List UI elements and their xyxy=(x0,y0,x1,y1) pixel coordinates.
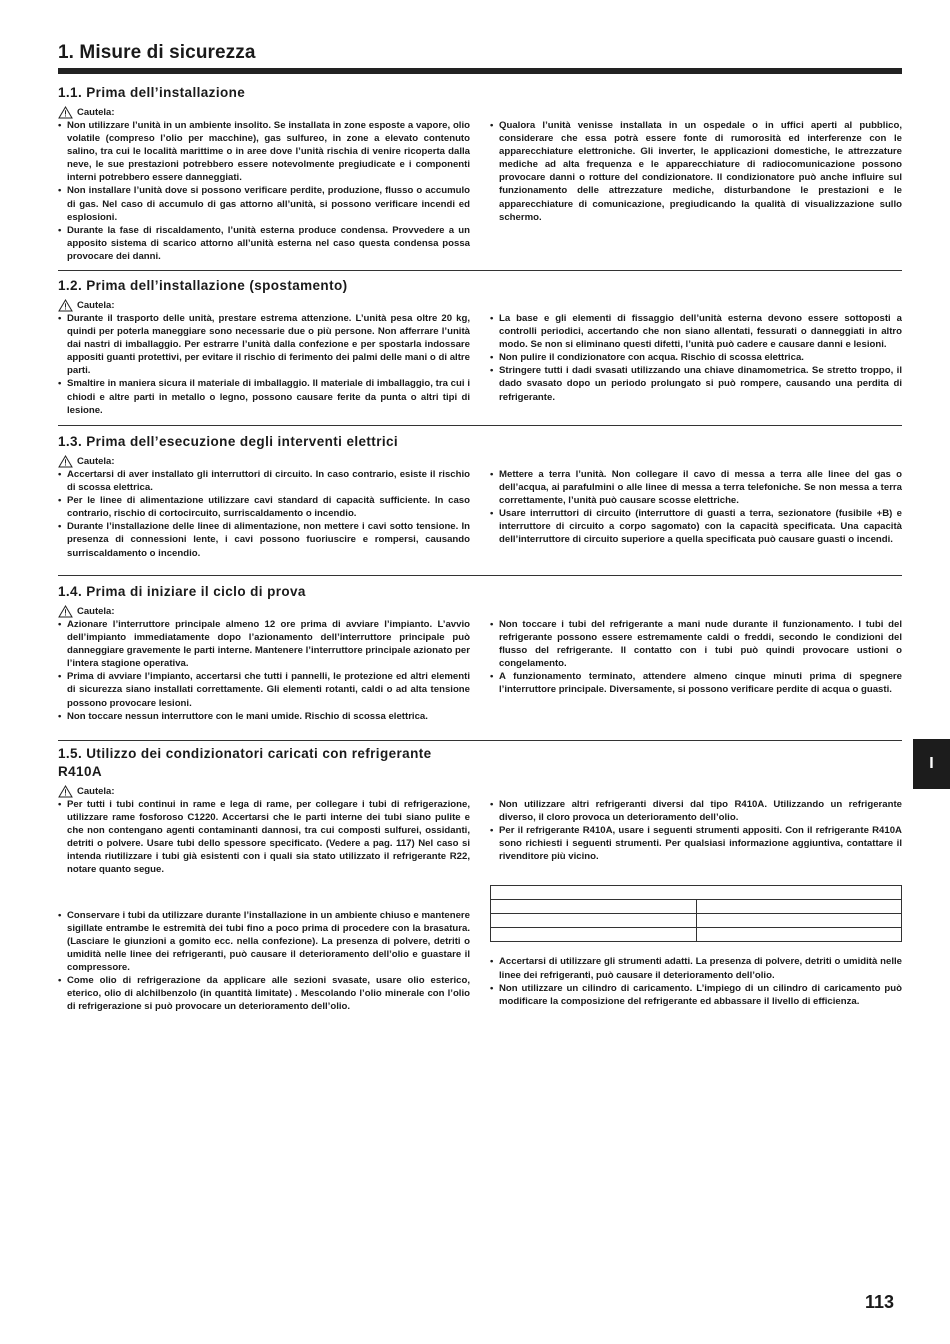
section-before-installation-relocation xyxy=(58,277,902,417)
bullet-item: • Per tutti i tubi continui in rame e lega di rame, per collegare i tubi di refrigerazione, utilizzare rame fosforoso C1220. Accertarsi che le parti interne dei tubi siano pulite e che non contengano agenti contaminanti dannosi, tra cui composti sulfurei, ossidanti, detriti o polvere. Usare tubi dello spessore specificato. (Vedere a pag. 117) Nel caso si intenda riutilizzare i tubi già esistenti con i quali sia stato utilizzato il refrigerante R22, notare quanto segue. xyxy=(58,798,470,877)
section-heading: 1.1. Prima dell’installazione xyxy=(58,85,246,100)
section-divider xyxy=(58,740,902,741)
bullet-item: • Non utilizzare un cilindro di caricamento. L’impiego di un cilindro di caricamento può modificare la composizione del refrigerante ed abbassare il livello di efficienza. xyxy=(490,982,902,1008)
bullet-item: • Conservare i tubi da utilizzare durante l’installazione in un ambiente chiuso e mantenere sigillate entrambe le estremità dei tubi fino a poco prima di procedere con la brasatura. (Lasciare le giunzioni a gomito ecc. nella confezione). La presenza di polvere, detriti o umidità nelle linee dei refrigeranti, può causare il deterioramento dell’olio e guastare il compressore. xyxy=(58,909,470,974)
caution-text: Cautela: xyxy=(77,785,115,797)
bullet-item: • Per il refrigerante R410A, usare i seguenti strumenti appositi. Con il refrigerante R410A sono richiesti i seguenti strumenti. Per qualsiasi informazione aggiuntiva, contattare il rivenditore più vicino. xyxy=(490,824,902,863)
table-cell xyxy=(491,886,902,900)
bullet-item: • Smaltire in maniera sicura il materiale di imballaggio. Il materiale di imballaggio, tra cui i chiodi e altre parti in metallo o legno, possono causare ferite da punta o altri tipi di lesione. xyxy=(58,377,470,416)
warning-triangle-icon xyxy=(58,605,73,618)
bullet-item: • La base e gli elementi di fissaggio dell’unità esterna devono essere sottoposti a controlli periodici, accertando che non siano allentati, fessurati o danneggiati in altro modo. Se non si eliminano questi difetti, l’unità può cadere e causare danni e lesioni. xyxy=(490,312,902,351)
caution-text: Cautela: xyxy=(77,455,115,467)
bullet-list-left xyxy=(58,468,470,560)
section-before-test-run xyxy=(58,583,902,723)
bullet-list-left-a xyxy=(58,798,470,877)
bullet-list-right-b xyxy=(490,955,902,1007)
table-cell xyxy=(491,900,697,914)
title-rule xyxy=(58,68,902,74)
bullet-item: • Non toccare nessun interruttore con le mani umide. Rischio di scossa elettrica. xyxy=(58,710,470,723)
bullet-item: • Non pulire il condizionatore con acqua. Rischio di scossa elettrica. xyxy=(490,351,902,364)
bullet-item: • Non toccare i tubi del refrigerante a mani nude durante il funzionamento. I tubi del refrigerante possono essere estremamente caldi o freddi, secondo le condizioni del flusso del refrigerante. Il contatto con i tubi può quindi provocare ustioni o congelamento. xyxy=(490,618,902,670)
caution-text: Cautela: xyxy=(77,106,115,118)
bullet-item: • Non installare l’unità dove si possono verificare perdite, produzione, flusso o accumulo di gas. Nel caso di accumulo di gas attorno all’unità, si possono verificare incendi ed esplosioni. xyxy=(58,184,470,223)
warning-triangle-icon xyxy=(58,106,73,119)
warning-triangle-icon xyxy=(58,785,73,798)
bullet-item: • Mettere a terra l’unità. Non collegare il cavo di messa a terra alle linee del gas o dell’acqua, ai parafulmini o alle linee di messa a terra telefoniche. Se non messa a terra correttamente, l’unità può causare scosse elettriche. xyxy=(490,468,902,507)
caution-text: Cautela: xyxy=(77,605,115,617)
bullet-list-right-a xyxy=(490,798,902,863)
section-heading: 1.5. Utilizzo dei condizionatori caricati con refrigerante R410A xyxy=(58,746,432,779)
bullet-list-right xyxy=(490,618,902,723)
blank-gap xyxy=(58,877,470,909)
section-heading: 1.3. Prima dell’esecuzione degli interventi elettrici xyxy=(58,434,399,449)
bullet-item: • Durante l’installazione delle linee di alimentazione, non mettere i cavi sotto tensione. In presenza di connessioni lente, i cavi possono fuoriuscire e rompersi, causando surriscaldamento o incendio. xyxy=(58,520,470,559)
bullet-item: • Per le linee di alimentazione utilizzare cavi standard di capacità sufficiente. In caso contrario, rischio di cortocircuito, surriscaldamento o incendio. xyxy=(58,494,470,520)
table-row xyxy=(491,886,902,900)
bullet-item: • Durante la fase di riscaldamento, l’unità esterna produce condensa. Provvedere a un apposito sistema di scarico attorno all’unità esterna nel caso questa condensa possa provocare dei danni. xyxy=(58,224,470,263)
bullet-item: • Azionare l’interruttore principale almeno 12 ore prima di avviare l’impianto. L’avvio dell’impianto immediatamente dopo l’azionamento dell’interruttore principale può danneggiare gravemente le parti interne. Mantenere l’interruttore principale azionato per l’intera stagione operativa. xyxy=(58,618,470,670)
caution-text: Cautela: xyxy=(77,299,115,311)
bullet-list-right xyxy=(490,468,902,560)
section-r410a xyxy=(58,745,902,1013)
page-title: 1. Misure di sicurezza xyxy=(58,42,256,63)
section-divider xyxy=(58,270,902,271)
table-cell xyxy=(696,914,902,928)
caution-label xyxy=(58,604,902,618)
section-heading: 1.4. Prima di iniziare il ciclo di prova xyxy=(58,584,306,599)
table-cell xyxy=(696,900,902,914)
bullet-item: • Stringere tutti i dadi svasati utilizzando una chiave dinamometrica. Se stretto troppo, il dado svasato dopo un periodo prolungato si può rompere, causando una perdita di refrigerante. xyxy=(490,364,902,403)
bullet-item: • A funzionamento terminato, attendere almeno cinque minuti prima di spegnere l’interruttore principale. Diversamente, si possono verificare perdite di acqua o guasti. xyxy=(490,670,902,696)
bullet-item: • Qualora l’unità venisse installata in un ospedale o in uffici aperti al pubblico, considerare che essa potrà essere fonte di rumorosità ed interferenze con le apparecchiature elettroniche. Gli inverter, le applicazioni domestiche, le attrezzature mediche ad alta frequenza e le apparecchiature di radiocomunicazione possono provocare danni o rotture del condizionatore. Il condizionatore può anche influire sul funzionamento delle attrezzature mediche, disturbandone le prestazioni e le apparecchiature di comunicazione, pregiudicando la qualità di visualizzazione sullo schermo. xyxy=(490,119,902,224)
section-divider xyxy=(58,425,902,426)
section-before-electrical-work xyxy=(58,433,902,560)
bullet-item: • Come olio di refrigerazione da applicare alle sezioni svasate, usare olio esterico, eterico, olio di alchilbenzolo (in quantità limitate) . Mescolando l’olio minerale con l’olio di refrigerazione si può provocare un deterioramento dell’olio. xyxy=(58,974,470,1013)
page-number: 113 xyxy=(865,1292,895,1312)
bullet-item: • Prima di avviare l’impianto, accertarsi che tutti i pannelli, le protezione ed altri elementi di sicurezza siano installati correttamente. Gli elementi rotanti, caldi o ad alta tensione possono provocare lesioni. xyxy=(58,670,470,709)
table-cell xyxy=(696,928,902,942)
bullet-item: • Usare interruttori di circuito (interruttore di guasti a terra, sezionatore (fusibile +B) e interruttore di circuito a corpo sagomato) con la capacità specificata. Una capacità dell’interruttore di circuito superiore a quella specificata può causare guasti o incendi. xyxy=(490,507,902,546)
tools-table xyxy=(490,885,902,942)
warning-triangle-icon xyxy=(58,455,73,468)
bullet-item: • Non utilizzare l’unità in un ambiente insolito. Se installata in zone esposte a vapore, olio volatile (compreso l’olio per macchine), gas sulfureo, in zone a elevato contenuto salino, tra cui le località marittime o in aree dove l’unità rischia di venire ricoperta dalla neve, le sue prestazioni potrebbero essere notevolmente pregiudicate e i componenti interni potrebbero essere danneggiati. xyxy=(58,119,470,184)
section-divider xyxy=(58,575,902,576)
section-before-installation xyxy=(58,84,902,263)
table-row xyxy=(491,900,902,914)
bullet-list-left xyxy=(58,618,470,723)
caution-label xyxy=(58,784,902,798)
bullet-list-left-b xyxy=(58,909,470,1014)
bullet-list-right xyxy=(490,119,902,263)
caution-label xyxy=(58,298,902,312)
warning-triangle-icon xyxy=(58,299,73,312)
language-side-tab: I xyxy=(913,739,950,789)
bullet-item: • Accertarsi di aver installato gli interruttori di circuito. In caso contrario, esiste il rischio di scossa elettrica. xyxy=(58,468,470,494)
table-row xyxy=(491,928,902,942)
bullet-list-left xyxy=(58,312,470,417)
bullet-item: • Accertarsi di utilizzare gli strumenti adatti. La presenza di polvere, detriti o umidità nelle linee dei refrigeranti, può causare il deterioramento dell’olio. xyxy=(490,955,902,981)
bullet-item: • Non utilizzare altri refrigeranti diversi dal tipo R410A. Utilizzando un refrigerante diverso, il cloro provoca un deterioramento dell’olio. xyxy=(490,798,902,824)
table-row xyxy=(491,914,902,928)
caution-label xyxy=(58,105,902,119)
table-cell xyxy=(491,928,697,942)
bullet-item: • Durante il trasporto delle unità, prestare estrema attenzione. L’unità pesa oltre 20 kg, quindi per poterla maneggiare sono necessarie due o più persone. Non afferrare l’unità dai nastri di imballaggio. Per estrarre l’unità dalla confezione e per spostarla indossare appositi guanti protettivi, per evitare il rischio di ferimento dei palmi delle mani o di altre parti. xyxy=(58,312,470,377)
bullet-list-left xyxy=(58,119,470,263)
caution-label xyxy=(58,454,902,468)
bullet-list-right xyxy=(490,312,902,417)
section-heading: 1.2. Prima dell’installazione (spostamento) xyxy=(58,278,348,293)
table-cell xyxy=(491,914,697,928)
